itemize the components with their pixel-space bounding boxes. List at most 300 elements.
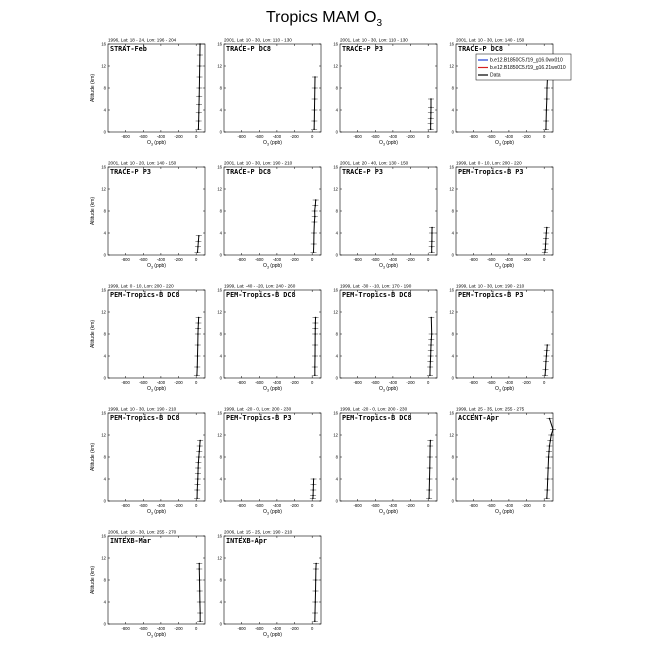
panel-frame [108,413,205,501]
x-tick-label: -800 [353,257,362,262]
x-axis-label-main: O [147,263,151,269]
x-tick-label: -800 [353,503,362,508]
x-tick-label: -800 [121,380,130,385]
panel-frame [340,167,437,255]
y-axis-label: Altitude (km) [90,565,96,595]
x-axis-label-sub: 3 [150,265,153,270]
panel-8 [449,161,553,270]
x-tick-label: -800 [237,134,246,139]
x-tick-label: 0 [543,134,546,139]
y-tick-label: 0 [103,621,106,627]
x-axis-label-sub: 3 [266,634,269,639]
x-axis-label-unit: (ppb) [268,386,282,392]
x-axis-label-sub: 3 [382,511,385,516]
y-tick-label: 8 [335,454,338,460]
legend-entry: b.e12.B1850C5.f19_g16.21wx010 [490,65,566,72]
x-tick-label: -200 [522,503,531,508]
y-tick-label: 12 [333,186,338,192]
x-axis-label-main: O [379,140,383,146]
x-axis-label-main: O [495,140,499,146]
x-axis-label-main: O [495,263,499,269]
x-axis-label-unit: (ppb) [500,140,514,146]
page-title-sub: 3 [376,18,383,30]
x-tick-label: -600 [255,626,264,631]
x-axis-label-main: O [263,140,267,146]
panel-frame [340,44,437,132]
data-line [545,345,547,375]
x-axis-label [263,140,282,147]
x-axis-label-unit: (ppb) [384,386,398,392]
x-axis-label [379,263,398,270]
panel-2 [217,38,321,147]
x-tick-label: -200 [406,134,415,139]
x-axis-label-sub: 3 [498,265,501,270]
x-axis-label [147,509,166,516]
panel-14 [217,407,321,516]
x-tick-label: -400 [504,503,514,508]
panel-frame [108,167,205,255]
y-tick-label: 12 [101,63,106,69]
x-tick-label: -400 [388,380,398,385]
x-tick-label: -600 [371,380,380,385]
x-tick-label: -200 [406,503,415,508]
y-tick-label: 16 [449,287,454,293]
panel-meta: 1999, Lat: -20 - 0, Lon: 200 - 230 [340,406,408,412]
y-tick-label: 8 [451,331,454,337]
y-tick-label: 8 [103,454,106,460]
y-tick-label: 12 [217,309,222,315]
campaign-label: TRACE-P DC8 [226,168,272,176]
y-tick-label: 8 [103,208,106,214]
x-axis-label-sub: 3 [266,265,269,270]
x-tick-label: -400 [272,380,282,385]
x-tick-label: -200 [406,380,415,385]
y-tick-label: 16 [217,164,222,170]
x-axis-label-unit: (ppb) [500,263,514,269]
x-axis-label-sub: 3 [150,634,153,639]
campaign-label: PEM-Tropics-B DC8 [110,414,180,422]
y-tick-label: 12 [101,432,106,438]
x-tick-label: 0 [195,503,198,508]
x-tick-label: -600 [139,503,148,508]
x-axis-label-unit: (ppb) [152,386,166,392]
x-tick-label: -200 [290,503,299,508]
x-tick-label: -800 [237,257,246,262]
x-axis-label-sub: 3 [382,265,385,270]
x-axis-label [263,263,282,270]
y-tick-label: 12 [333,63,338,69]
x-axis-label-unit: (ppb) [268,509,282,515]
y-tick-label: 4 [451,476,454,482]
x-tick-label: 0 [311,134,314,139]
y-tick-label: 4 [451,107,454,113]
campaign-label: TRACE-P P3 [342,168,383,176]
x-tick-label: 0 [195,380,198,385]
campaign-label: ACCENT-Apr [458,414,499,422]
y-tick-label: 4 [219,599,222,605]
y-tick-label: 16 [217,41,222,47]
y-tick-label: 12 [101,309,106,315]
x-tick-label: -600 [255,503,264,508]
x-tick-label: -600 [371,134,380,139]
x-axis-label [263,386,282,393]
y-tick-label: 4 [335,107,338,113]
x-axis-label-unit: (ppb) [384,509,398,515]
x-tick-label: 0 [427,380,430,385]
x-tick-label: -800 [121,626,130,631]
y-tick-label: 4 [103,476,106,482]
panel-16 [449,407,556,516]
x-axis-label-main: O [147,386,151,392]
x-tick-label: -400 [272,257,282,262]
x-tick-label: -400 [156,503,166,508]
y-tick-label: 0 [451,498,454,504]
y-tick-label: 8 [451,208,454,214]
y-tick-label: 0 [451,129,454,135]
y-tick-label: 12 [449,186,454,192]
y-axis-label: Altitude (km) [90,319,96,349]
x-axis-label [263,509,282,516]
x-axis-label [495,140,514,147]
x-axis-label [379,386,398,393]
x-tick-label: -400 [156,257,166,262]
x-tick-label: -200 [290,380,299,385]
x-axis-label-unit: (ppb) [268,140,282,146]
panel-meta: 2006, Lat: 18 - 30, Lon: 255 - 270 [108,529,177,535]
y-tick-label: 12 [217,555,222,561]
y-axis-label: Altitude (km) [90,73,96,103]
y-tick-label: 8 [103,331,106,337]
x-axis-label-sub: 3 [498,511,501,516]
y-tick-label: 4 [219,353,222,359]
panel-meta: 1999, Lat: 10 - 30, Lon: 190 - 210 [108,406,177,412]
x-tick-label: -800 [469,257,478,262]
panel-frame [108,536,205,624]
panel-meta: 2001, Lat: 10 - 30, Lon: 190 - 210 [224,160,293,166]
y-tick-label: 12 [449,432,454,438]
x-tick-label: 0 [195,257,198,262]
x-tick-label: -200 [174,503,183,508]
y-tick-label: 16 [101,533,106,539]
panel-3 [333,38,437,147]
x-tick-label: -800 [469,503,478,508]
y-tick-label: 16 [101,287,106,293]
x-tick-label: -200 [174,134,183,139]
y-tick-label: 0 [103,498,106,504]
x-tick-label: -800 [237,380,246,385]
x-axis-label-unit: (ppb) [152,140,166,146]
panel-meta: 2001, Lat: 20 - 40, Lon: 130 - 150 [340,160,409,166]
y-tick-label: 0 [219,498,222,504]
x-tick-label: -600 [139,134,148,139]
panel-frame [340,413,437,501]
panel-meta: 1999, Lat: -40 - -20, Lon: 240 - 260 [224,283,296,289]
panel-4 [449,38,571,147]
y-tick-label: 0 [451,375,454,381]
y-tick-label: 4 [451,230,454,236]
x-axis-label [495,386,514,393]
x-tick-label: -800 [353,134,362,139]
campaign-label: TRACE-P DC8 [458,45,504,53]
campaign-label: TRACE-P P3 [342,45,383,53]
y-tick-label: 0 [103,129,106,135]
x-axis-label-main: O [495,386,499,392]
panel-meta: 1996, Lat: 18 - 24, Lon: 196 - 204 [108,37,177,43]
y-axis-label: Altitude (km) [90,196,96,226]
x-tick-label: 0 [311,503,314,508]
y-tick-label: 12 [333,309,338,315]
campaign-label: TRACE-P DC8 [226,45,272,53]
panel-1 [90,38,205,147]
x-axis-label [495,263,514,270]
x-axis-label [495,509,514,516]
x-axis-label-unit: (ppb) [384,263,398,269]
y-tick-label: 16 [217,410,222,416]
panel-10 [217,284,321,393]
x-tick-label: -800 [353,380,362,385]
x-axis-label [379,509,398,516]
data-line [198,44,200,129]
x-tick-label: -400 [272,503,282,508]
panel-frame [224,44,321,132]
x-tick-label: -400 [388,503,398,508]
x-axis-label-unit: (ppb) [152,509,166,515]
x-axis-label-sub: 3 [382,388,385,393]
x-tick-label: -600 [139,380,148,385]
panel-meta: 2001, Lat: 10 - 30, Lon: 110 - 130 [340,37,408,43]
y-tick-label: 16 [333,164,338,170]
panel-frame [224,290,321,378]
x-tick-label: -200 [290,257,299,262]
panel-meta: 1999, Lat: 25 - 35, Lon: 255 - 275 [456,406,525,412]
x-tick-label: -200 [290,134,299,139]
x-axis-label-sub: 3 [498,142,501,147]
x-tick-label: -600 [371,257,380,262]
panel-frame [224,167,321,255]
y-tick-label: 12 [449,63,454,69]
x-tick-label: -600 [487,503,496,508]
x-tick-label: 0 [543,503,546,508]
x-axis-label [147,140,166,147]
panel-12 [449,284,553,393]
x-tick-label: -400 [504,134,514,139]
legend [476,54,571,80]
campaign-label: STRAT-Feb [110,45,147,53]
x-tick-label: -400 [156,626,166,631]
x-axis-label-unit: (ppb) [152,632,166,638]
y-tick-label: 12 [217,186,222,192]
y-tick-label: 12 [217,63,222,69]
x-tick-label: -800 [121,134,130,139]
campaign-label: PEM-Tropics-B DC8 [110,291,180,299]
y-tick-label: 16 [449,41,454,47]
y-tick-label: 8 [335,208,338,214]
x-tick-label: -400 [388,257,398,262]
x-axis-label [147,386,166,393]
y-tick-label: 0 [103,252,106,258]
x-tick-label: -200 [522,134,531,139]
x-tick-label: -600 [255,134,264,139]
panel-meta: 2001, Lat: 10 - 20, Lon: 140 - 150 [108,160,177,166]
x-axis-label-main: O [379,386,383,392]
campaign-label: PEM-Tropics-B P3 [458,291,524,299]
x-axis-label-main: O [263,386,267,392]
x-tick-label: 0 [427,134,430,139]
x-axis-label-sub: 3 [382,142,385,147]
y-tick-label: 4 [103,599,106,605]
x-axis-label-sub: 3 [266,511,269,516]
panel-meta: 2001, Lat: 10 - 30, Lon: 110 - 130 [224,37,292,43]
x-tick-label: -400 [272,626,282,631]
panel-frame [108,44,205,132]
x-tick-label: -800 [121,257,130,262]
x-axis-label-sub: 3 [498,388,501,393]
x-tick-label: -800 [469,380,478,385]
campaign-label: TRACE-P P3 [110,168,151,176]
panel-18 [217,530,321,639]
x-tick-label: -200 [522,380,531,385]
panel-meta: 1999, Lat: 0 - 10, Lon: 200 - 220 [456,160,522,166]
page-title-main: Tropics MAM O [265,9,377,26]
x-tick-label: -600 [255,257,264,262]
y-tick-label: 4 [219,230,222,236]
x-tick-label: 0 [311,257,314,262]
y-tick-label: 0 [451,252,454,258]
y-tick-label: 0 [335,498,338,504]
panel-frame [456,413,553,501]
x-axis-label-main: O [147,509,151,515]
y-tick-label: 4 [335,353,338,359]
panel-meta: 1999, Lat: 0 - 10, Lon: 200 - 220 [108,283,174,289]
x-axis-label-main: O [379,509,383,515]
data-line [198,236,199,253]
y-tick-label: 16 [217,287,222,293]
y-tick-label: 8 [335,85,338,91]
x-tick-label: -200 [174,626,183,631]
y-tick-label: 8 [451,85,454,91]
panel-meta: 2001, Lat: 10 - 30, Lon: 140 - 150 [456,37,525,43]
x-tick-label: -200 [406,257,415,262]
x-axis-label-main: O [263,263,267,269]
x-tick-label: -800 [121,503,130,508]
x-tick-label: -400 [504,257,514,262]
y-tick-label: 16 [333,41,338,47]
panel-frame [456,167,553,255]
x-tick-label: -400 [504,380,514,385]
y-tick-label: 0 [219,621,222,627]
y-tick-label: 16 [217,533,222,539]
y-tick-label: 12 [333,432,338,438]
x-axis-label-main: O [495,509,499,515]
campaign-label: PEM-Tropics-B DC8 [342,291,412,299]
y-tick-label: 4 [103,353,106,359]
panel-frame [224,413,321,501]
y-tick-label: 4 [219,107,222,113]
legend-entry: Data [490,72,501,79]
y-tick-label: 8 [219,85,222,91]
campaign-label: INTEXB-Apr [226,537,267,545]
y-tick-label: 16 [449,164,454,170]
y-tick-label: 4 [103,230,106,236]
x-axis-label [263,632,282,639]
x-tick-label: -800 [237,626,246,631]
x-axis-label-unit: (ppb) [384,140,398,146]
x-axis-label-main: O [379,263,383,269]
y-tick-label: 12 [217,432,222,438]
x-axis-label [147,632,166,639]
panel-5 [90,161,205,270]
y-tick-label: 4 [335,230,338,236]
x-axis-label-unit: (ppb) [268,263,282,269]
x-axis-label-unit: (ppb) [500,509,514,515]
y-tick-label: 0 [103,375,106,381]
y-tick-label: 8 [335,331,338,337]
y-tick-label: 8 [219,577,222,583]
x-tick-label: -600 [487,134,496,139]
panel-13 [90,407,205,516]
x-axis-label [147,263,166,270]
y-tick-label: 0 [335,252,338,258]
x-axis-label-unit: (ppb) [152,263,166,269]
panel-7 [333,161,437,270]
panel-meta: 2006, Lat: 15 - 25, Lon: 190 - 210 [224,529,293,535]
x-axis-label-sub: 3 [150,388,153,393]
x-tick-label: -600 [255,380,264,385]
y-tick-label: 8 [219,208,222,214]
x-tick-label: -600 [487,257,496,262]
y-tick-label: 16 [333,410,338,416]
x-tick-label: -600 [139,626,148,631]
campaign-label: PEM-Tropics-B DC8 [226,291,296,299]
x-axis-label-sub: 3 [150,142,153,147]
x-axis-label-unit: (ppb) [500,386,514,392]
x-axis-label [379,140,398,147]
panel-17 [90,530,205,639]
x-tick-label: -800 [237,503,246,508]
panel-9 [90,284,205,393]
panel-15 [333,407,437,516]
x-axis-label-sub: 3 [150,511,153,516]
x-tick-label: 0 [427,503,430,508]
x-tick-label: 0 [543,257,546,262]
x-tick-label: -800 [469,134,478,139]
y-tick-label: 16 [101,410,106,416]
panel-11 [333,284,437,393]
y-tick-label: 0 [219,252,222,258]
x-tick-label: 0 [195,626,198,631]
panel-frame [456,290,553,378]
campaign-label: PEM-Tropics-B P3 [458,168,524,176]
x-axis-label-main: O [263,632,267,638]
x-tick-label: -600 [371,503,380,508]
x-tick-label: -200 [174,257,183,262]
x-tick-label: -200 [522,257,531,262]
x-axis-label-main: O [263,509,267,515]
x-tick-label: -600 [487,380,496,385]
y-tick-label: 8 [103,577,106,583]
x-tick-label: -400 [156,380,166,385]
y-tick-label: 12 [449,309,454,315]
legend-entry: b.e12.B1850C5.f19_g16.0wx010 [490,57,563,64]
panel-meta: 1999, Lat: -30 - -10, Lon: 170 - 190 [340,283,412,289]
campaign-label: PEM-Tropics-B P3 [226,414,292,422]
x-tick-label: 0 [311,626,314,631]
x-axis-label-sub: 3 [266,388,269,393]
campaign-label: PEM-Tropics-B DC8 [342,414,412,422]
y-tick-label: 8 [219,454,222,460]
y-tick-label: 8 [103,85,106,91]
x-tick-label: -600 [139,257,148,262]
